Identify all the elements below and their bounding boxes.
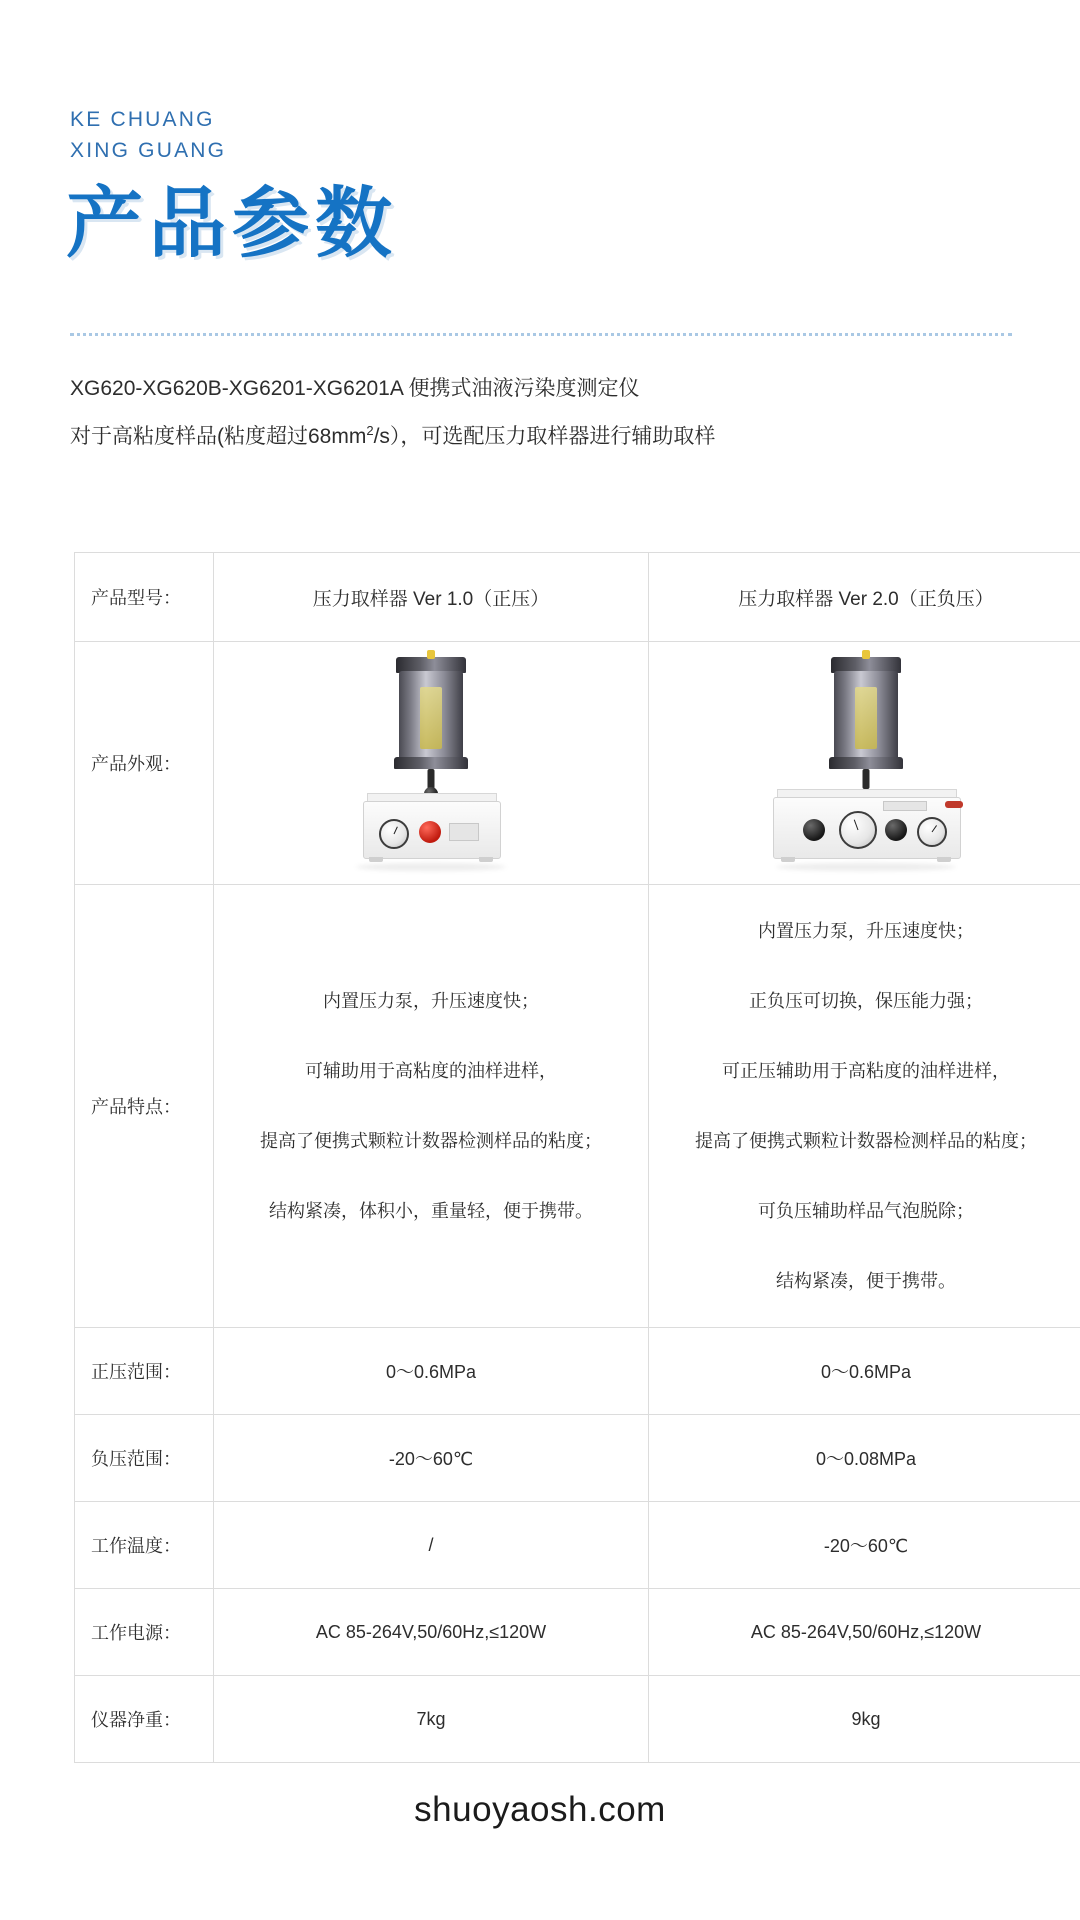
row-label-net-weight: 仪器净重：	[75, 1676, 214, 1763]
row-label-working-temperature: 工作温度：	[75, 1502, 214, 1589]
dotted-divider	[70, 333, 1012, 336]
cell-working-temperature-v1: /	[214, 1502, 649, 1589]
subtitle-line-1: XG620-XG620B-XG6201-XG6201A 便携式油液污染度测定仪	[70, 377, 640, 400]
table-row	[75, 1415, 1080, 1502]
device-image-v1	[214, 645, 648, 881]
subtitle-superscript: 2	[366, 423, 374, 438]
cell-working-temperature-v2: -20～60℃	[649, 1502, 1080, 1589]
cell-model-v2: 压力取样器 Ver 2.0（正负压）	[649, 553, 1080, 642]
subtitle-line-2-suffix: /s），可选配压力取样器进行辅助取样	[373, 425, 716, 448]
feature-item: 可正压辅助用于高粘度的油样进样，	[722, 1061, 1010, 1081]
table-row	[75, 885, 1080, 1328]
cell-power-supply-v1: AC 85-264V,50/60Hz,≤120W	[214, 1589, 649, 1676]
cell-image-v2	[649, 642, 1080, 885]
table-row	[75, 1328, 1080, 1415]
table-row	[75, 642, 1080, 885]
table-row	[75, 553, 1080, 642]
cell-negative-pressure-v2: 0～0.08MPa	[649, 1415, 1080, 1502]
row-label-positive-pressure: 正压范围：	[75, 1328, 214, 1415]
subtitle-line-2	[70, 410, 1020, 458]
feature-item: 内置压力泵，升压速度快；	[758, 921, 974, 941]
cell-power-supply-v2: AC 85-264V,50/60Hz,≤120W	[649, 1589, 1080, 1676]
device-image-v2	[649, 645, 1080, 881]
footer-website: shuoyaosh.com	[414, 1790, 666, 1829]
table-row	[75, 1589, 1080, 1676]
feature-item: 可辅助用于高粘度的油样进样，	[305, 1061, 557, 1081]
feature-item: 可负压辅助样品气泡脱除；	[758, 1201, 974, 1221]
spec-table	[74, 552, 1080, 1763]
row-label-appearance: 产品外观：	[75, 642, 214, 885]
table-row	[75, 1502, 1080, 1589]
cell-negative-pressure-v1: -20～60℃	[214, 1415, 649, 1502]
cell-net-weight-v1: 7kg	[214, 1676, 649, 1763]
feature-item: 结构紧凑，体积小，重量轻，便于携带。	[269, 1201, 593, 1221]
cell-features-v2	[649, 885, 1080, 1328]
feature-item: 正负压可切换，保压能力强；	[749, 991, 983, 1011]
brand-line-2: XING GUANG	[70, 139, 227, 162]
cell-net-weight-v2: 9kg	[649, 1676, 1080, 1763]
cell-image-v1	[214, 642, 649, 885]
row-label-negative-pressure: 负压范围：	[75, 1415, 214, 1502]
brand-name	[70, 104, 226, 166]
feature-item: 提高了便携式颗粒计数器检测样品的粘度；	[260, 1131, 602, 1151]
cell-model-v1: 压力取样器 Ver 1.0（正压）	[214, 553, 649, 642]
table-row	[75, 1676, 1080, 1763]
cell-positive-pressure-v1: 0～0.6MPa	[214, 1328, 649, 1415]
row-label-power-supply: 工作电源：	[75, 1589, 214, 1676]
cell-features-v1	[214, 885, 649, 1328]
row-label-features: 产品特点：	[75, 885, 214, 1328]
cell-positive-pressure-v2: 0～0.6MPa	[649, 1328, 1080, 1415]
subtitle-line-2-prefix: 对于高粘度样品(粘度超过68mm	[70, 425, 367, 448]
feature-item: 内置压力泵，升压速度快；	[323, 991, 539, 1011]
subtitle-block	[70, 368, 1020, 458]
page-title: 产品参数	[66, 180, 398, 269]
row-label-model: 产品型号：	[75, 553, 214, 642]
feature-item: 结构紧凑，便于携带。	[776, 1271, 956, 1291]
feature-item: 提高了便携式颗粒计数器检测样品的粘度；	[695, 1131, 1037, 1151]
brand-line-1: KE CHUANG	[70, 108, 215, 131]
